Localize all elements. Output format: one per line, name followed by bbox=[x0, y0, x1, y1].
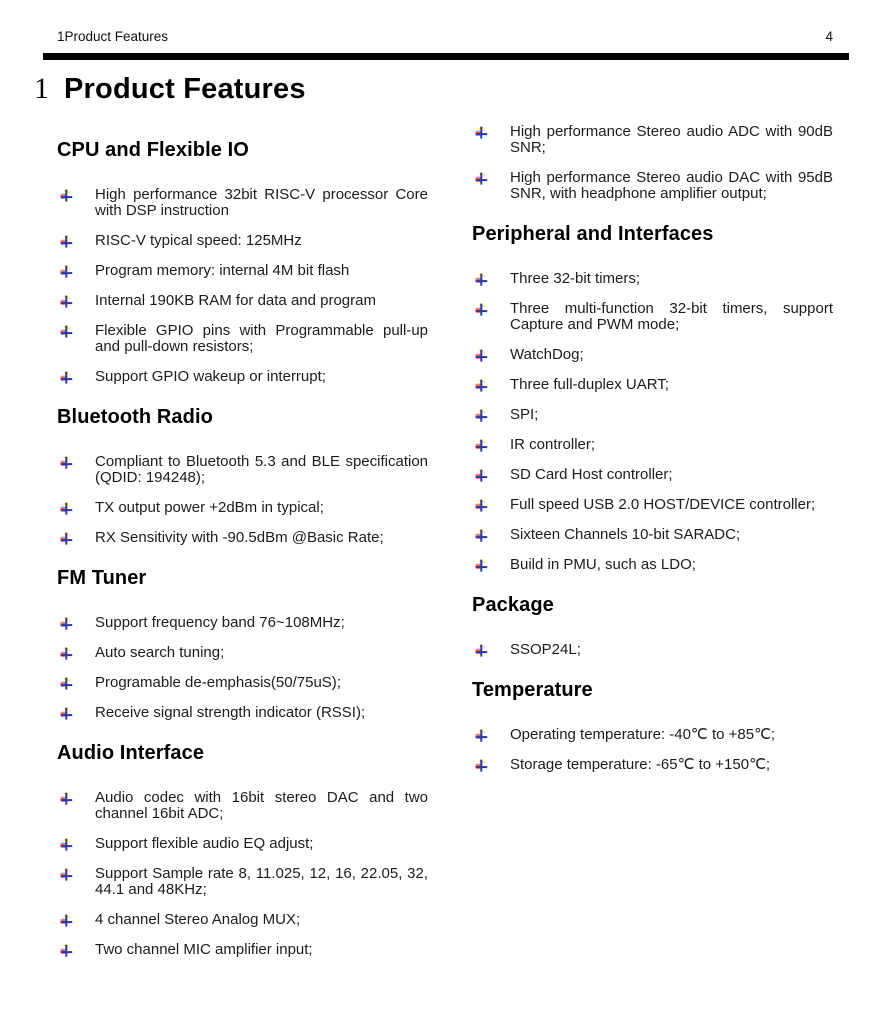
colored-cross-bullet-icon bbox=[475, 559, 488, 572]
colored-cross-bullet-icon bbox=[475, 126, 488, 139]
feature-item-text: Operating temperature: -40℃ to +85℃; bbox=[510, 726, 776, 743]
colored-cross-bullet-icon bbox=[60, 456, 73, 469]
feature-item bbox=[472, 527, 833, 543]
feature-item bbox=[472, 467, 833, 483]
feature-item-text: SPI; bbox=[510, 406, 539, 423]
feature-item-text: Support Sample rate 8, 11.025, 12, 16, 22.05, 32, 44.1 and 48KHz; bbox=[95, 865, 428, 898]
feature-item-text: Full speed USB 2.0 HOST/DEVICE controller; bbox=[510, 496, 816, 513]
colored-cross-bullet-icon bbox=[60, 189, 73, 202]
feature-list bbox=[472, 642, 833, 658]
feature-item bbox=[472, 407, 833, 423]
feature-item-text: Flexible GPIO pins with Programmable pull-up and pull-down resistors; bbox=[95, 322, 428, 355]
colored-cross-bullet-icon bbox=[60, 235, 73, 248]
feature-item-text: Internal 190KB RAM for data and program bbox=[95, 292, 376, 309]
feature-item bbox=[57, 323, 428, 355]
feature-item bbox=[57, 263, 428, 279]
colored-cross-bullet-icon bbox=[60, 617, 73, 630]
feature-item bbox=[57, 369, 428, 385]
section-heading: Package bbox=[472, 594, 554, 616]
colored-cross-bullet-icon bbox=[475, 759, 488, 772]
feature-item bbox=[57, 836, 428, 852]
colored-cross-bullet-icon bbox=[475, 469, 488, 482]
colored-cross-bullet-icon bbox=[60, 914, 73, 927]
feature-item bbox=[472, 437, 833, 453]
section-heading: FM Tuner bbox=[57, 567, 147, 589]
colored-cross-bullet-icon bbox=[60, 838, 73, 851]
feature-item bbox=[472, 642, 833, 658]
chapter-title-text: Product Features bbox=[64, 73, 306, 105]
section-heading: CPU and Flexible IO bbox=[57, 139, 249, 161]
running-header bbox=[57, 29, 833, 44]
colored-cross-bullet-icon bbox=[60, 532, 73, 545]
feature-list bbox=[472, 124, 833, 202]
colored-cross-bullet-icon bbox=[475, 273, 488, 286]
feature-item bbox=[472, 170, 833, 202]
feature-item-text: Support flexible audio EQ adjust; bbox=[95, 835, 314, 852]
colored-cross-bullet-icon bbox=[60, 265, 73, 278]
feature-list bbox=[57, 454, 428, 546]
feature-item-text: Three full-duplex UART; bbox=[510, 376, 669, 393]
feature-list bbox=[472, 727, 833, 773]
feature-item-text: High performance 32bit RISC-V processor Core with DSP instruction bbox=[95, 186, 428, 219]
feature-item bbox=[472, 271, 833, 287]
feature-item-text: 4 channel Stereo Analog MUX; bbox=[95, 911, 301, 928]
feature-item bbox=[57, 866, 428, 898]
colored-cross-bullet-icon bbox=[475, 529, 488, 542]
colored-cross-bullet-icon bbox=[60, 502, 73, 515]
colored-cross-bullet-icon bbox=[475, 644, 488, 657]
feature-item-text: WatchDog; bbox=[510, 346, 584, 363]
chapter-title bbox=[34, 72, 306, 106]
feature-item bbox=[57, 912, 428, 928]
colored-cross-bullet-icon bbox=[60, 792, 73, 805]
feature-item-text: High performance Stereo audio DAC with 95dB SNR, with headphone amplifier output; bbox=[510, 169, 833, 202]
column-right bbox=[472, 118, 833, 972]
section-heading: Temperature bbox=[472, 679, 593, 701]
feature-item-text: Sixteen Channels 10-bit SARADC; bbox=[510, 526, 741, 543]
feature-item bbox=[57, 705, 428, 721]
section-heading: Audio Interface bbox=[57, 742, 205, 764]
feature-item bbox=[472, 347, 833, 363]
feature-item-text: Three 32-bit timers; bbox=[510, 270, 641, 287]
header-rule-divider bbox=[43, 53, 849, 60]
feature-item-text: RX Sensitivity with -90.5dBm @Basic Rate; bbox=[95, 529, 384, 546]
colored-cross-bullet-icon bbox=[60, 325, 73, 338]
colored-cross-bullet-icon bbox=[475, 349, 488, 362]
column-left bbox=[57, 118, 428, 972]
feature-item bbox=[57, 454, 428, 486]
colored-cross-bullet-icon bbox=[60, 868, 73, 881]
feature-item-text: Support GPIO wakeup or interrupt; bbox=[95, 368, 326, 385]
colored-cross-bullet-icon bbox=[60, 677, 73, 690]
feature-item-text: High performance Stereo audio ADC with 90dB SNR; bbox=[510, 123, 833, 156]
feature-list bbox=[57, 790, 428, 958]
feature-item bbox=[57, 675, 428, 691]
feature-item bbox=[57, 500, 428, 516]
feature-item bbox=[472, 124, 833, 156]
running-header-section-label: 1Product Features bbox=[57, 29, 169, 44]
colored-cross-bullet-icon bbox=[475, 303, 488, 316]
feature-item bbox=[472, 301, 833, 333]
feature-item-text: Audio codec with 16bit stereo DAC and two channel 16bit ADC; bbox=[95, 789, 428, 822]
feature-item-text: Auto search tuning; bbox=[95, 644, 225, 661]
colored-cross-bullet-icon bbox=[475, 729, 488, 742]
feature-item-text: Two channel MIC amplifier input; bbox=[95, 941, 313, 958]
feature-item bbox=[472, 497, 833, 513]
feature-item bbox=[472, 727, 833, 743]
feature-item bbox=[57, 293, 428, 309]
feature-item bbox=[57, 530, 428, 546]
feature-item bbox=[472, 557, 833, 573]
colored-cross-bullet-icon bbox=[60, 944, 73, 957]
section-heading: Peripheral and Interfaces bbox=[472, 223, 714, 245]
feature-item bbox=[57, 233, 428, 249]
feature-item bbox=[57, 615, 428, 631]
feature-item-text: RISC-V typical speed: 125MHz bbox=[95, 232, 302, 249]
feature-item-text: IR controller; bbox=[510, 436, 596, 453]
feature-item-text: Compliant to Bluetooth 5.3 and BLE specification (QDID: 194248); bbox=[95, 453, 428, 486]
chapter-number: 1 bbox=[34, 72, 49, 105]
feature-item-text: SD Card Host controller; bbox=[510, 466, 673, 483]
colored-cross-bullet-icon bbox=[475, 439, 488, 452]
feature-item-text: Receive signal strength indicator (RSSI); bbox=[95, 704, 366, 721]
feature-item bbox=[57, 187, 428, 219]
feature-item-text: Programable de-emphasis(50/75uS); bbox=[95, 674, 341, 691]
colored-cross-bullet-icon bbox=[60, 295, 73, 308]
feature-list bbox=[57, 615, 428, 721]
colored-cross-bullet-icon bbox=[60, 371, 73, 384]
feature-item-text: TX output power +2dBm in typical; bbox=[95, 499, 324, 516]
feature-item bbox=[57, 790, 428, 822]
feature-item bbox=[472, 757, 833, 773]
feature-list bbox=[57, 187, 428, 385]
feature-item-text: Support frequency band 76~108MHz; bbox=[95, 614, 345, 631]
feature-item bbox=[472, 377, 833, 393]
section-heading: Bluetooth Radio bbox=[57, 406, 213, 428]
feature-columns bbox=[57, 118, 833, 972]
page-number: 4 bbox=[825, 29, 833, 44]
feature-item-text: Storage temperature: -65℃ to +150℃; bbox=[510, 756, 771, 773]
feature-item bbox=[57, 942, 428, 958]
colored-cross-bullet-icon bbox=[60, 707, 73, 720]
colored-cross-bullet-icon bbox=[475, 172, 488, 185]
colored-cross-bullet-icon bbox=[475, 499, 488, 512]
feature-item-text: Build in PMU, such as LDO; bbox=[510, 556, 696, 573]
feature-item bbox=[57, 645, 428, 661]
colored-cross-bullet-icon bbox=[60, 647, 73, 660]
feature-item-text: Program memory: internal 4M bit flash bbox=[95, 262, 350, 279]
feature-list bbox=[472, 271, 833, 573]
colored-cross-bullet-icon bbox=[475, 409, 488, 422]
feature-item-text: SSOP24L; bbox=[510, 641, 581, 658]
feature-item-text: Three multi-function 32-bit timers, support Capture and PWM mode; bbox=[510, 300, 833, 333]
colored-cross-bullet-icon bbox=[475, 379, 488, 392]
